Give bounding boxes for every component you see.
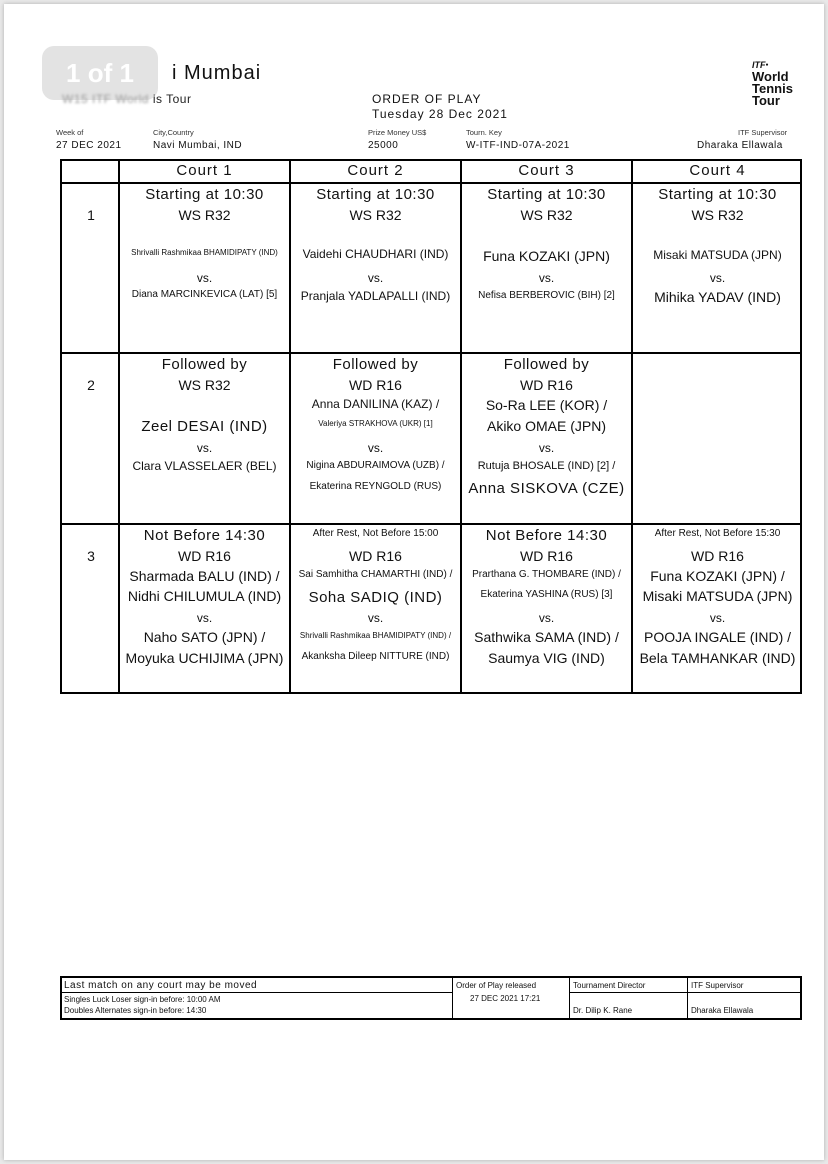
page-count-badge: 1 of 1 — [42, 46, 158, 100]
court-3-header: Court 3 — [518, 162, 575, 179]
match-r2-c3: Followed by WD R16 So-Ra LEE (KOR) / Akiko OMAE (JPN) vs. Rutuja BHOSALE (IND) [2] / Anna SISKOVA (CZE) — [468, 356, 625, 497]
court-2-header: Court 2 — [347, 162, 404, 179]
row-number-3: 3 — [87, 548, 95, 564]
director-label: Tournament Director — [573, 981, 646, 990]
match-r3-c3: Not Before 14:30 WD R16 Prarthana G. THOMBARE (IND) / Ekaterina YASHINA (RUS) [3] vs. Sathwika SAMA (IND) / Saumya VIG (IND) — [472, 527, 621, 666]
match-r3-c1: Not Before 14:30 WD R16 Sharmada BALU (IND) / Nidhi CHILUMULA (IND) vs. Naho SATO (JPN) / Moyuka UCHIJIMA (JPN) — [125, 527, 284, 666]
match-r1-c4: Starting at 10:30 WS R32 Misaki MATSUDA (JPN) vs. Mihika YADAV (IND) — [653, 186, 782, 305]
city-value: Navi Mumbai, IND — [153, 140, 243, 151]
match-r2-c2: Followed by WD R16 Anna DANILINA (KAZ) / Valeriya STRAKHOVA (UKR) [1] vs. Nigina ABDURAIMOVA (UZB) / Ekaterina REYNGOLD (RUS) — [306, 356, 445, 492]
director-value: Dr. Dilip K. Rane — [573, 1006, 633, 1015]
supervisor-label: ITF Supervisor — [738, 128, 788, 137]
tourn-key-value: W-ITF-IND-07A-2021 — [466, 140, 570, 151]
footer-notice: Last match on any court may be moved — [64, 980, 258, 991]
match-r3-c4: After Rest, Not Before 15:30 WD R16 Funa KOZAKI (JPN) / Misaki MATSUDA (JPN) vs. POOJA INGALE (IND) / Bela TAMHANKAR (IND) — [639, 528, 796, 666]
week-label: Week of — [56, 128, 84, 137]
released-label: Order of Play released — [456, 981, 537, 990]
tournament-subtitle — [62, 92, 191, 106]
order-of-play-page — [4, 4, 824, 1160]
match-r3-c2: After Rest, Not Before 15:00 WD R16 Sai Samhitha CHAMARTHI (IND) / Soha SADIQ (IND) vs. Shrivalli Rashmikaa BHAMIDIPATY (IND) / Akanksha Dileep NITTURE (IND) — [298, 528, 453, 662]
tourn-key-label: Tourn. Key — [466, 128, 502, 137]
luck-loser-signin: Singles Luck Loser sign-in before: 10:00 AM — [64, 995, 221, 1004]
order-date: Tuesday 28 Dec 2021 — [372, 107, 508, 121]
city-label: City,Country — [153, 128, 194, 137]
footer-supervisor-label: ITF Supervisor — [691, 981, 744, 990]
court-4-header: Court 4 — [689, 162, 746, 179]
alternates-signin: Doubles Alternates sign-in before: 14:30 — [64, 1006, 207, 1015]
match-r1-c1: Starting at 10:30 WS R32 Shrivalli Rashmikaa BHAMIDIPATY (IND) vs. Diana MARCINKEVICA (LAT) [5] — [131, 186, 278, 300]
row-number-1: 1 — [87, 207, 95, 223]
supervisor-value: Dharaka Ellawala — [697, 140, 783, 151]
order-of-play-heading — [372, 92, 508, 122]
row-number-2: 2 — [87, 377, 95, 393]
released-value: 27 DEC 2021 17:21 — [470, 994, 541, 1003]
court-1-header: Court 1 — [176, 162, 233, 179]
match-r1-c2: Starting at 10:30 WS R32 Vaidehi CHAUDHARI (IND) vs. Pranjala YADLAPALLI (IND) — [300, 186, 451, 303]
world-tennis-tour-logo-icon: ITF ● World Tennis Tour — [752, 59, 814, 107]
subtitle-text: is Tour — [152, 92, 192, 106]
match-r1-c3: Starting at 10:30 WS R32 Funa KOZAKI (JPN) vs. Nefisa BERBEROVIC (BIH) [2] — [478, 186, 615, 301]
match-r2-c1: Followed by WS R32 Zeel DESAI (IND) vs. Clara VLASSELAER (BEL) — [132, 356, 277, 473]
schedule-grid — [60, 159, 802, 694]
order-label: ORDER OF PLAY — [372, 92, 482, 106]
prize-value: 25000 — [368, 140, 399, 151]
week-value: 27 DEC 2021 — [56, 140, 122, 151]
match-r2-c4-empty — [633, 354, 802, 522]
footer-supervisor-value: Dharaka Ellawala — [691, 1006, 754, 1015]
footer-box — [60, 976, 802, 1020]
tournament-title: i Mumbai — [172, 62, 262, 84]
prize-label: Prize Money US$ — [368, 128, 427, 137]
subtitle-blurred: W15 ITF World — [62, 92, 149, 106]
